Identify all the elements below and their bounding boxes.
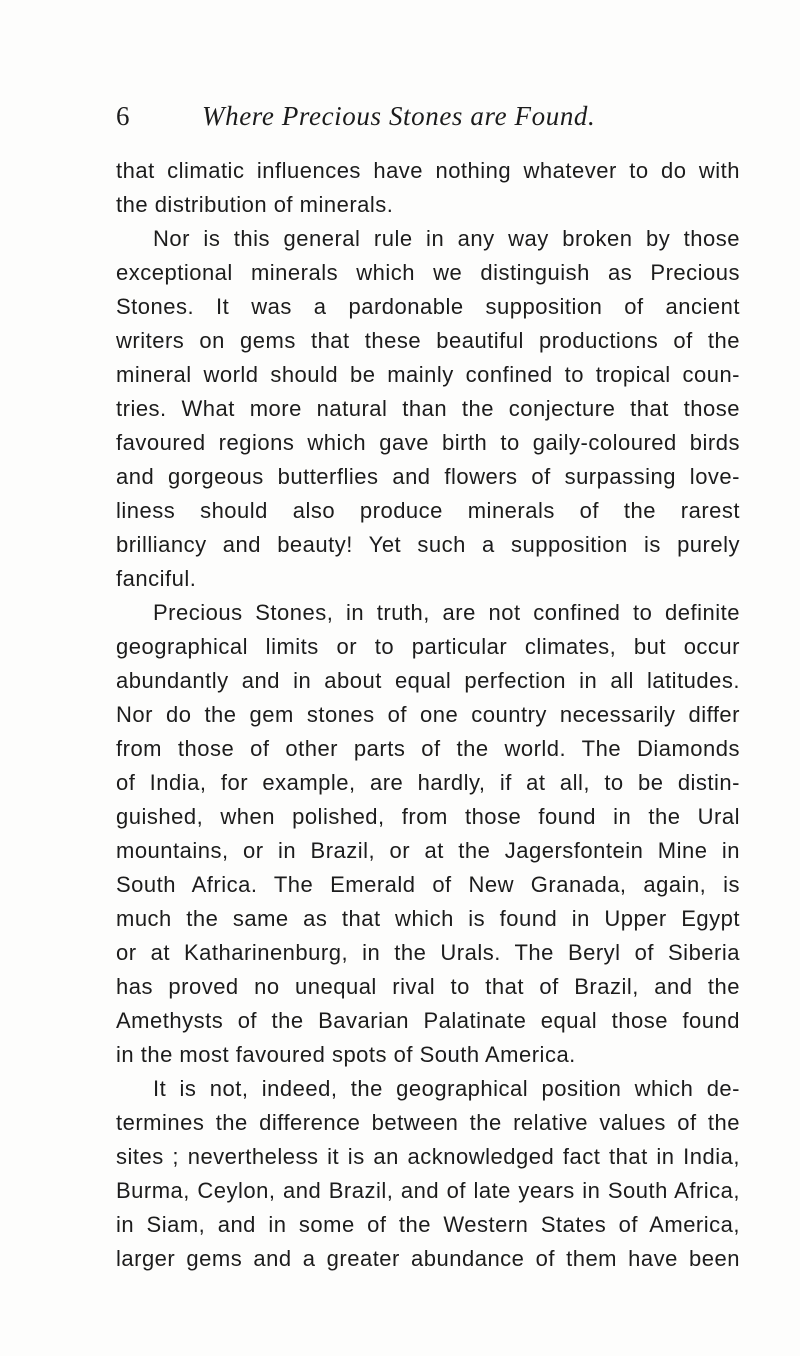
text-line: of India, for example, are hardly, if at all, to be distin- <box>116 770 740 795</box>
text-line: mineral world should be mainly confined to tropical coun- <box>116 362 740 387</box>
text-line: South Africa. The Emerald of New Granada, again, is <box>116 872 740 897</box>
text-line: writers on gems that these beautiful productions of the <box>116 328 740 353</box>
text-line: larger gems and a greater abundance of them have been <box>116 1246 740 1271</box>
paragraph <box>116 222 740 596</box>
text-line: geographical limits or to particular climates, but occur <box>116 634 740 659</box>
paragraph <box>116 1072 740 1276</box>
paragraph <box>116 154 740 222</box>
text-line: termines the difference between the relative values of the <box>116 1110 740 1135</box>
text-line: guished, when polished, from those found in the Ural <box>116 804 740 829</box>
text-line: liness should also produce minerals of the rarest <box>116 498 740 523</box>
text-line: in the most favoured spots of South America. <box>116 1042 576 1067</box>
text-line: sites ; nevertheless it is an acknowledged fact that in India, <box>116 1144 740 1169</box>
text-line: the distribution of minerals. <box>116 192 394 217</box>
text-line: abundantly and in about equal perfection in all latitudes. <box>116 668 740 693</box>
text-line: has proved no unequal rival to that of Brazil, and the <box>116 974 740 999</box>
text-line: in Siam, and in some of the Western States of America, <box>116 1212 740 1237</box>
text-line: Stones. It was a pardonable supposition of ancient <box>116 294 740 319</box>
text-line: from those of other parts of the world. The Diamonds <box>116 736 740 761</box>
text-line: Precious Stones, in truth, are not confined to definite <box>153 600 740 625</box>
paragraph <box>116 596 740 1072</box>
text-line: Amethysts of the Bavarian Palatinate equal those found <box>116 1008 740 1033</box>
text-line: favoured regions which gave birth to gaily-coloured birds <box>116 430 740 455</box>
text-line: fanciful. <box>116 566 197 591</box>
body-text <box>116 154 740 1276</box>
text-line: that climatic influences have nothing whatever to do with <box>116 158 740 183</box>
text-line: much the same as that which is found in Upper Egypt <box>116 906 740 931</box>
text-line: Burma, Ceylon, and Brazil, and of late years in South Africa, <box>116 1178 740 1203</box>
page-header <box>116 96 732 136</box>
text-line: Nor is this general rule in any way broken by those <box>153 226 740 251</box>
text-line: It is not, indeed, the geographical position which de- <box>153 1076 740 1101</box>
page-number: 6 <box>116 101 130 131</box>
text-line: exceptional minerals which we distinguish as Precious <box>116 260 740 285</box>
text-line: Nor do the gem stones of one country necessarily differ <box>116 702 740 727</box>
text-line: mountains, or in Brazil, or at the Jagersfontein Mine in <box>116 838 740 863</box>
text-line: and gorgeous butterflies and flowers of surpassing love- <box>116 464 740 489</box>
running-head: Where Precious Stones are Found. <box>202 101 596 131</box>
text-line: tries. What more natural than the conjecture that those <box>116 396 740 421</box>
text-line: brilliancy and beauty! Yet such a supposition is purely <box>116 532 740 557</box>
text-line: or at Katharinenburg, in the Urals. The Beryl of Siberia <box>116 940 740 965</box>
